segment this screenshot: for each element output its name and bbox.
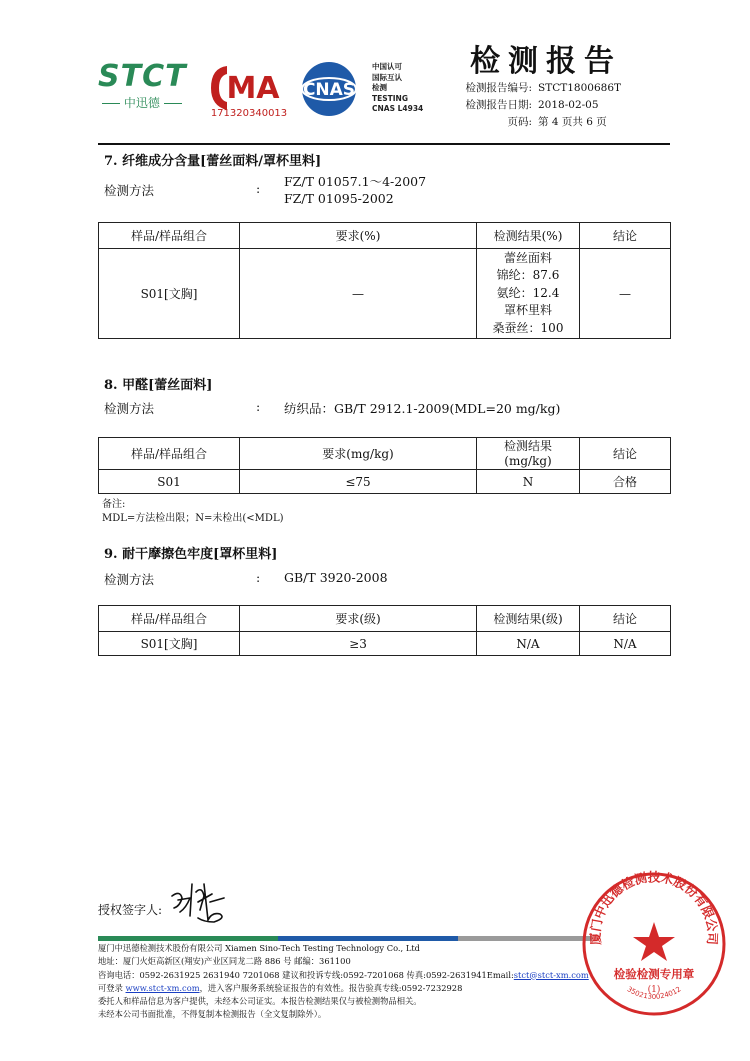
footer-email-link[interactable]: stct@stct-xm.com	[513, 969, 589, 980]
section-9-heading: 9. 耐干摩擦色牢度[罩杯里料]	[104, 547, 278, 562]
svg-text:检验检测专用章: 检验检测专用章	[613, 967, 695, 981]
cnas-logo	[290, 60, 368, 118]
table-row	[99, 632, 671, 656]
section-9-method-value: GB/T 3920-2008	[284, 570, 388, 585]
signature-image	[168, 876, 230, 926]
table-row	[99, 470, 671, 494]
page-value: 第 4 页共 6 页	[538, 116, 607, 128]
cma-logo-text: MA	[226, 71, 280, 106]
col-result: 检测结果(级)	[477, 606, 580, 632]
section-8-method-label: 检测方法	[104, 401, 155, 416]
col-result: 检测结果 (mg/kg)	[477, 438, 580, 470]
footer-company: 厦门中迅德检测技术股份有限公司 Xiamen Sino-Tech Testing Technology Co., Ltd	[98, 943, 420, 953]
section-7-table	[98, 222, 671, 339]
col-requirement: 要求(mg/kg)	[240, 438, 477, 470]
section-8-table	[98, 437, 671, 494]
cell-conclusion: —	[580, 249, 671, 339]
section-8-method-value: 纺织品：GB/T 2912.1-2009(MDL=20 mg/kg)	[284, 401, 561, 416]
cell-result: N/A	[477, 632, 580, 656]
footer-disclaimer-1: 委托人和样品信息为客户提供，未经本公司证实。本报告检测结果仅与被检测物品相关。	[98, 996, 422, 1007]
svg-text:(1): (1)	[647, 985, 661, 995]
report-meta	[446, 80, 621, 131]
report-no-label: 检测报告编号:	[465, 82, 532, 94]
col-sample: 样品/样品组合	[99, 438, 240, 470]
col-sample: 样品/样品组合	[99, 606, 240, 632]
col-requirement: 要求(级)	[240, 606, 477, 632]
svg-text:3502130024012: 3502130024012	[625, 985, 683, 1001]
col-conclusion: 结论	[580, 606, 671, 632]
company-seal	[580, 870, 728, 1018]
cma-number: 171320340013	[210, 108, 288, 119]
section-7-method-label: 检测方法	[104, 183, 155, 198]
report-date-label: 检测报告日期:	[465, 99, 532, 111]
cell-conclusion: N/A	[580, 632, 671, 656]
stct-logo-subtext: 中迅德	[98, 94, 206, 111]
footer-website-link[interactable]: www.stct-xm.com	[125, 982, 200, 993]
report-title: 检测报告	[470, 44, 622, 79]
col-sample: 样品/样品组合	[99, 223, 240, 249]
section-7-heading: 7. 纤维成分含量[蕾丝面料/罩杯里料]	[104, 154, 322, 169]
cell-result: N	[477, 470, 580, 494]
footer-address: 地址：厦门火炬高新区(翔安)产业区同龙二路 886 号 邮编：361100	[98, 956, 351, 967]
col-conclusion: 结论	[580, 223, 671, 249]
stct-logo	[98, 59, 206, 111]
report-date: 2018-02-05	[538, 99, 599, 111]
svg-text:厦门中迅德检测技术股份有限公司: 厦门中迅德检测技术股份有限公司	[587, 870, 721, 946]
report-no: STCT1800686T	[538, 82, 622, 94]
cell-requirement: ≤75	[240, 470, 477, 494]
cnas-caption: 中国认可 国际互认 检测 TESTING CNAS L4934	[372, 62, 424, 113]
cell-requirement: —	[240, 249, 477, 339]
col-result: 检测结果(%)	[477, 223, 580, 249]
section-8-notes: 备注: MDL=方法检出限；N=未检出(<MDL)	[102, 499, 284, 524]
table-header-row	[99, 223, 671, 249]
section-9-method-label: 检测方法	[104, 572, 155, 587]
table-row	[99, 249, 671, 339]
cell-sample: S01[文胸]	[99, 632, 240, 656]
section-7-colon: :	[256, 181, 261, 196]
cell-result: 蕾丝面料 锦纶：87.6 氨纶：12.4 罩杯里料 桑蚕丝：100	[477, 249, 580, 339]
section-8-colon: :	[256, 399, 261, 414]
footer-contact: 咨询电话：0592-2631925 2631940 7201068 建议和投诉专线:0592-7201068 传真:0592-2631941Email:stct@stct-xm.com	[98, 969, 589, 980]
page-label: 页码:	[507, 116, 532, 128]
footer-disclaimer-2: 未经本公司书面批准，不得复制本检测报告（全文复制除外）。	[98, 1009, 327, 1020]
cell-sample: S01	[99, 470, 240, 494]
section-9-table	[98, 605, 671, 656]
cnas-logo-text: CNAS	[302, 80, 356, 100]
footer-info	[98, 942, 589, 1022]
signature-label: 授权签字人:	[98, 903, 163, 917]
section-9-colon: :	[256, 570, 261, 585]
header-divider	[98, 143, 670, 145]
table-header-row	[99, 438, 671, 470]
col-conclusion: 结论	[580, 438, 671, 470]
section-8-heading: 8. 甲醛[蕾丝面料]	[104, 378, 213, 393]
cell-sample: S01[文胸]	[99, 249, 240, 339]
stct-logo-text: STCT	[98, 59, 187, 94]
table-header-row	[99, 606, 671, 632]
section-7-method-value: FZ/T 01057.1～4-2007 FZ/T 01095-2002	[284, 174, 427, 206]
footer-color-bar	[98, 936, 592, 941]
cell-conclusion: 合格	[580, 470, 671, 494]
col-requirement: 要求(%)	[240, 223, 477, 249]
cell-requirement: ≥3	[240, 632, 477, 656]
footer-verify: 可登录 www.stct-xm.com，进入客户服务系统验证报告的有效性。报告验真专线:0592-7232928	[98, 982, 463, 993]
